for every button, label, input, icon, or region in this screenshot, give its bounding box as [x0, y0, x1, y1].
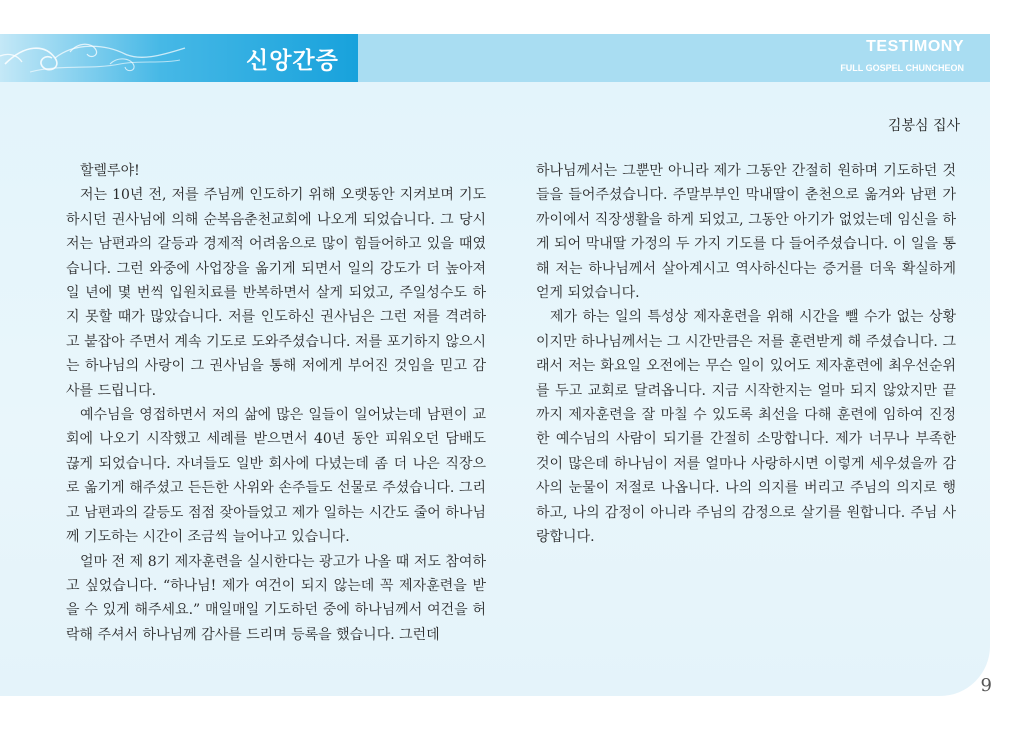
paragraph: 할렐루야! [80, 163, 140, 179]
page-number: 9 [980, 675, 992, 696]
right-column [536, 159, 956, 550]
left-column [66, 159, 486, 647]
testimony-label: TESTIMONY [866, 38, 964, 55]
author-name: 김봉심 집사 [887, 118, 960, 134]
paragraph: 제가 하는 일의 특성상 제자훈련을 위해 시간을 뺄 수가 없는 상황이지만 하나님께서는 그 시간만큼은 저를 훈련받게 해 주셨습니다. 그래서 저는 화요일 오전에는 무슨 일이 있어도 제자훈련에 최우선순위를 두고 교회로 달려옵니다. 지금 시작한지는 얼마 되지 않았지만 끝까지 제자훈련을 잘 마칠 수 있도록 최선을 다해 훈련에 임하여 진정한 예수님의 사람이 되기를 간절히 소망합니다. 제가 너무나 부족한 것이 많은데 하나님이 저를 얼마나 사랑하시면 이렇게 세우셨을까 감사의 눈물이 저절로 나옵니다. 나의 의지를 버리고 주님의 의지로 행하고, 나의 감정이 아니라 주님의 감정으로 살기를 원합니다. 주님 사랑합니다. [536, 309, 956, 546]
paragraph: 저는 10년 전, 저를 주님께 인도하기 위해 오랫동안 지켜보며 기도하시던 권사님에 의해 순복음춘천교회에 나오게 되었습니다. 그 당시 저는 남편과의 갈등과 경제적 어려움으로 많이 힘들어하고 있을 때였습니다. 그런 와중에 사업장을 옮기게 되면서 일의 강도가 더 높아져 일 년에 몇 번씩 입원치료를 반복하면서 살게 되었고, 주일성수도 하지 못할 때가 많았습니다. 저를 인도하신 권사님은 그런 저를 격려하고 붙잡아 주면서 계속 기도로 도와주셨습니다. 저를 포기하지 않으시는 하나님의 사랑이 그 권사님을 통해 저에게 부어진 것임을 믿고 감사를 드립니다. [66, 187, 486, 399]
swirl-ornament-icon [0, 34, 190, 82]
paragraph: 얼마 전 제 8기 제자훈련을 실시한다는 광고가 나올 때 저도 참여하고 싶었습니다. “하나님! 제가 여건이 되지 않는데 꼭 제자훈련을 받을 수 있게 해주세요.” 매일매일 기도하던 중에 하나님께서 여건을 허락해 주셔서 하나님께 감사를 드리며 등록을 했습니다. 그런데 [66, 553, 486, 643]
paragraph: 예수님을 영접하면서 저의 삶에 많은 일들이 일어났는데 남편이 교회에 나오기 시작했고 세례를 받으면서 40년 동안 피워오던 담배도 끊게 되었습니다. 자녀들도 일반 회사에 다녔는데 좀 더 나은 직장으로 옮기게 해주셨고 든든한 사위와 손주들도 선물로 주셨습니다. 그리고 남편과의 갈등도 점점 잦아들었고 제가 일하는 시간도 줄어 하나님께 기도하는 시간이 조금씩 늘어나고 있습니다. [66, 407, 486, 546]
section-title: 신앙간증 [246, 48, 339, 74]
church-name: FULL GOSPEL CHUNCHEON [840, 63, 964, 73]
paragraph: 하나님께서는 그뿐만 아니라 제가 그동안 간절히 원하며 기도하던 것들을 들어주셨습니다. 주말부부인 막내딸이 춘천으로 옮겨와 남편 가까이에서 직장생활을 하게 되었고, 그동안 아기가 없었는데 임신을 하게 되어 막내딸 가정의 두 가지 기도를 다 들어주셨습니다. 이 일을 통해 저는 하나님께서 살아계시고 역사하신다는 증거를 더욱 확실하게 얻게 되었습니다. [536, 163, 956, 302]
